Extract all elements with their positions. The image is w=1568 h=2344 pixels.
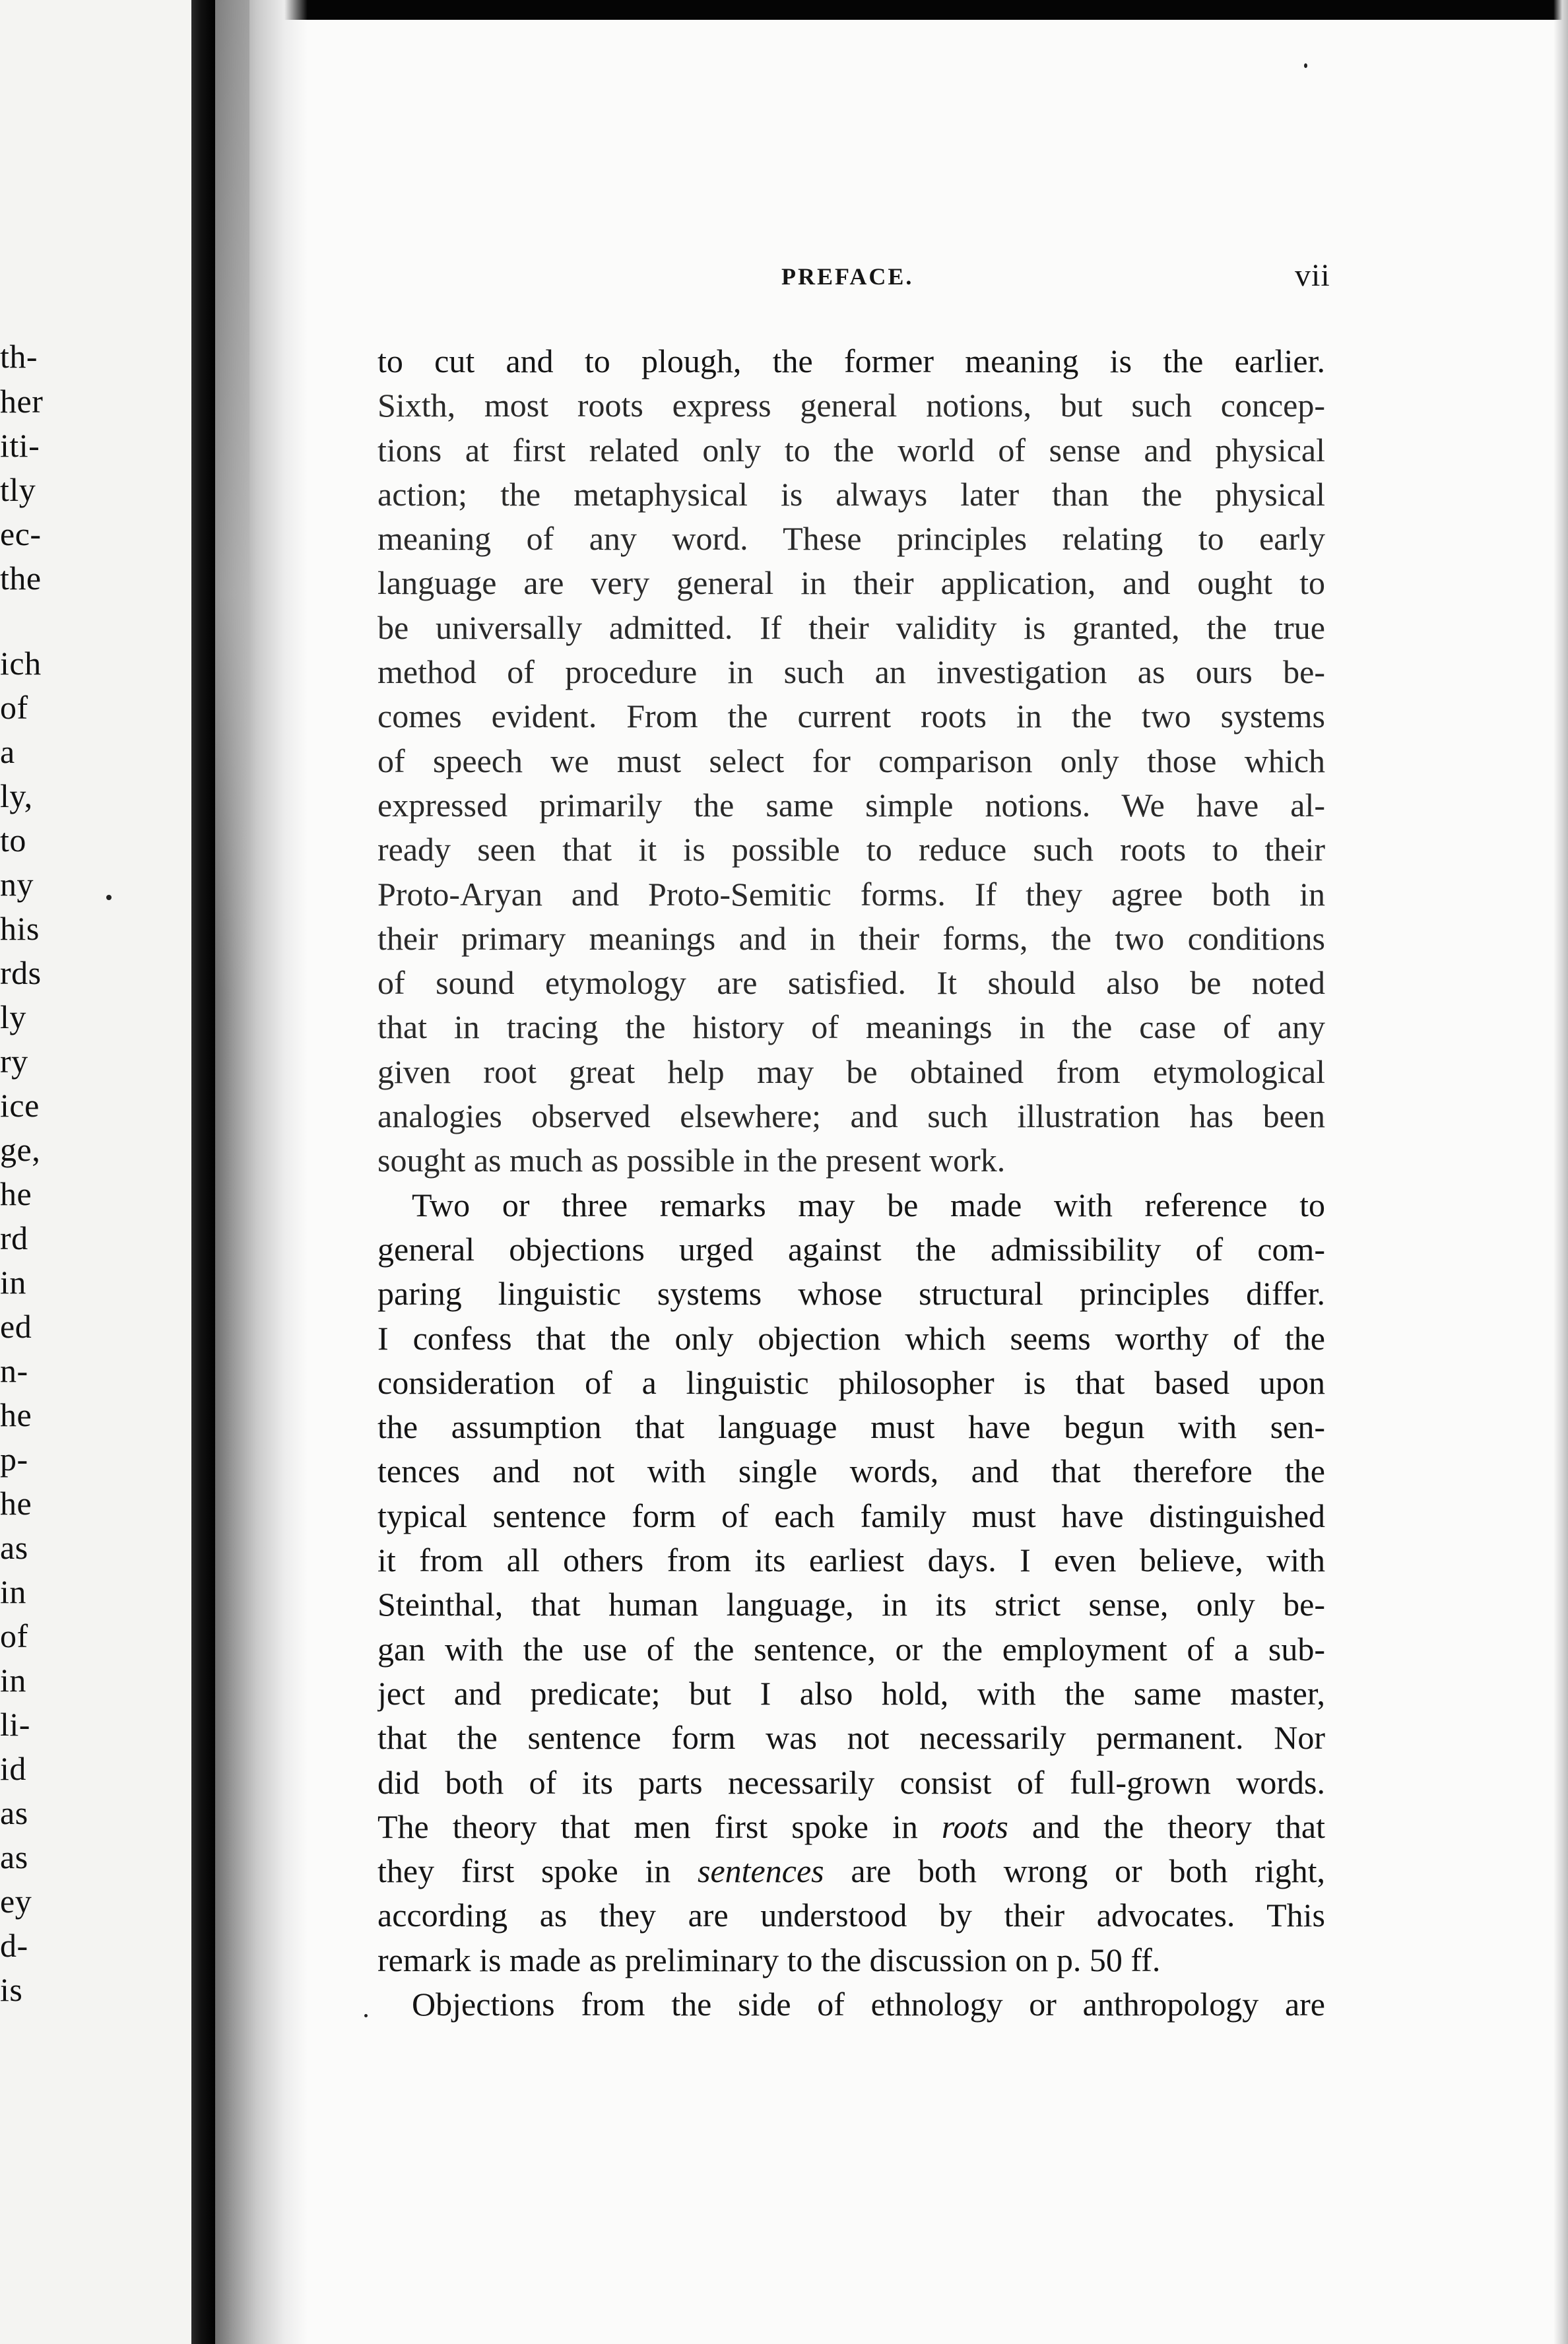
- text-line: meaning of any word. These principles relating to early: [377, 520, 1325, 558]
- facing-page-fragment: ed: [0, 1308, 32, 1345]
- text-line: comes evident. From the current roots in the two systems: [377, 698, 1325, 735]
- paragraph: [377, 1183, 1325, 1982]
- facing-page-fragment: p-: [0, 1441, 28, 1478]
- gutter-band: [215, 0, 249, 990]
- line-segment: and the theory that: [1031, 1807, 1325, 1845]
- text-line: it from all others from its earliest days. I even believe, with: [377, 1542, 1325, 1579]
- ink-speck: [1304, 63, 1307, 68]
- facing-page-fragment: her: [0, 383, 44, 420]
- text-line: ready seen that it is possible to reduce such roots to their: [377, 831, 1325, 868]
- ink-speck: [106, 895, 112, 900]
- page-edge-right: [1553, 0, 1568, 2344]
- text-line: Steinthal, that human language, in its strict sense, only be-: [377, 1586, 1325, 1623]
- facing-page-fragment: ry: [0, 1043, 28, 1080]
- facing-page-fragment: ge,: [0, 1131, 41, 1168]
- facing-page-fragment: is: [0, 1971, 23, 2008]
- text-line: language are very general in their application, and ought to: [377, 564, 1325, 602]
- text-line: to cut and to plough, the former meaning is the earlier.: [377, 342, 1325, 379]
- text-line: consideration of a linguistic philosopher is that based upon: [377, 1363, 1325, 1401]
- facing-page-fragment: of: [0, 689, 28, 726]
- facing-page-fragment: in: [0, 1662, 26, 1699]
- paragraph: [377, 1982, 1325, 2027]
- facing-page-fragment: as: [0, 1529, 28, 1566]
- facing-page-fragment: he: [0, 1396, 32, 1433]
- italic-term-sentences: sentences: [698, 1852, 824, 1890]
- text-line: I confess that the only objection which seems worthy of the: [377, 1319, 1325, 1357]
- text-line: did both of its parts necessarily consist of full-grown words.: [377, 1763, 1325, 1801]
- page-number: vii: [1295, 258, 1330, 293]
- facing-page-fragment: ny: [0, 866, 34, 903]
- facing-page-fragment: li-: [0, 1706, 30, 1743]
- text-line: be universally admitted. If their validity is granted, the true: [377, 608, 1325, 646]
- facing-page-fragment: ice: [0, 1087, 40, 1124]
- facing-page-fragment: he: [0, 1485, 32, 1522]
- facing-page-fragment: his: [0, 910, 40, 947]
- facing-page-fragment: in: [0, 1264, 26, 1301]
- body-text: [377, 339, 1325, 2027]
- facing-page-fragment: iti-: [0, 427, 40, 464]
- facing-page-fragment: rds: [0, 954, 42, 991]
- binding-shadow: [191, 0, 215, 2344]
- facing-page-fragment: id: [0, 1750, 26, 1787]
- facing-page-fragment: rd: [0, 1220, 28, 1256]
- text-line: of speech we must select for comparison only those which: [377, 742, 1325, 779]
- facing-page-fragment: ly: [0, 998, 26, 1035]
- text-line: general objections urged against the admissibility of com-: [377, 1230, 1325, 1268]
- running-head-title: PREFACE.: [781, 263, 914, 290]
- text-line: Proto-Aryan and Proto-Semitic forms. If they agree both in: [377, 875, 1325, 913]
- facing-page-fragment: to: [0, 822, 26, 859]
- facing-page-fragment: of: [0, 1617, 28, 1654]
- text-line: ject and predicate; but I also hold, with the same master,: [377, 1674, 1325, 1712]
- text-line: Two or three remarks may be made with reference to: [412, 1186, 1325, 1223]
- facing-page-fragment: he: [0, 1175, 32, 1212]
- text-line: expressed primarily the same simple notions. We have al-: [377, 786, 1325, 824]
- text-line: typical sentence form of each family must have distinguished: [377, 1497, 1325, 1534]
- text-line: paring linguistic systems whose structural principles differ.: [377, 1275, 1325, 1313]
- facing-page-fragment: n-: [0, 1352, 28, 1389]
- facing-page-fragment: in: [0, 1573, 26, 1610]
- facing-page-fragment: as: [0, 1839, 28, 1875]
- facing-page-fragment: tly: [0, 471, 36, 508]
- facing-page-fragment: d-: [0, 1927, 28, 1964]
- line-segment: The theory that men first spoke in: [377, 1807, 918, 1845]
- facing-page-fragment: ec-: [0, 515, 42, 552]
- text-line: Sixth, most roots express general notions, but such concep-: [377, 387, 1325, 424]
- text-line: analogies observed elsewhere; and such illustration has been: [377, 1097, 1325, 1135]
- text-line: their primary meanings and in their forms, the two conditions: [377, 919, 1325, 957]
- text-line: [377, 1849, 1325, 1893]
- text-line: according as they are understood by their advocates. This: [377, 1897, 1325, 1934]
- text-line: tions at first related only to the world of sense and physical: [377, 431, 1325, 469]
- text-line: gan with the use of the sentence, or the employment of a sub-: [377, 1630, 1325, 1668]
- facing-page-fragment: a: [0, 733, 15, 770]
- ink-speck: [364, 2014, 368, 2017]
- facing-page-fragment: as: [0, 1794, 28, 1831]
- text-line: tences and not with single words, and that therefore the: [377, 1452, 1325, 1490]
- facing-page: [0, 0, 191, 2344]
- text-line: sought as much as possible in the present work.: [377, 1142, 1006, 1179]
- facing-page-fragment: ich: [0, 645, 42, 682]
- text-line: action; the metaphysical is always later than the physical: [377, 475, 1325, 513]
- facing-page-fragment: the: [0, 560, 42, 597]
- text-line: that in tracing the history of meanings in the case of any: [377, 1008, 1325, 1046]
- text-line: remark is made as preliminary to the discussion on p. 50 ff.: [377, 1941, 1161, 1978]
- facing-page-fragment: th-: [0, 338, 38, 375]
- text-line: [377, 1805, 1325, 1849]
- text-line: that the sentence form was not necessarily permanent. Nor: [377, 1719, 1325, 1757]
- text-line: Objections from the side of ethnology or anthropology are: [412, 1985, 1325, 2023]
- text-line: the assumption that language must have begun with sen-: [377, 1408, 1325, 1446]
- italic-term-roots: roots: [941, 1807, 1008, 1845]
- line-segment: they first spoke in: [377, 1852, 671, 1890]
- text-line: of sound etymology are satisfied. It should also be noted: [377, 964, 1325, 1002]
- line-segment: are both wrong or both right,: [851, 1852, 1325, 1890]
- facing-page-fragment: ly,: [0, 777, 33, 814]
- text-line: method of procedure in such an investigation as ours be-: [377, 653, 1325, 691]
- text-line: given root great help may be obtained from etymological: [377, 1053, 1325, 1090]
- paragraph: [377, 339, 1325, 1183]
- facing-page-fragment: ey: [0, 1883, 32, 1920]
